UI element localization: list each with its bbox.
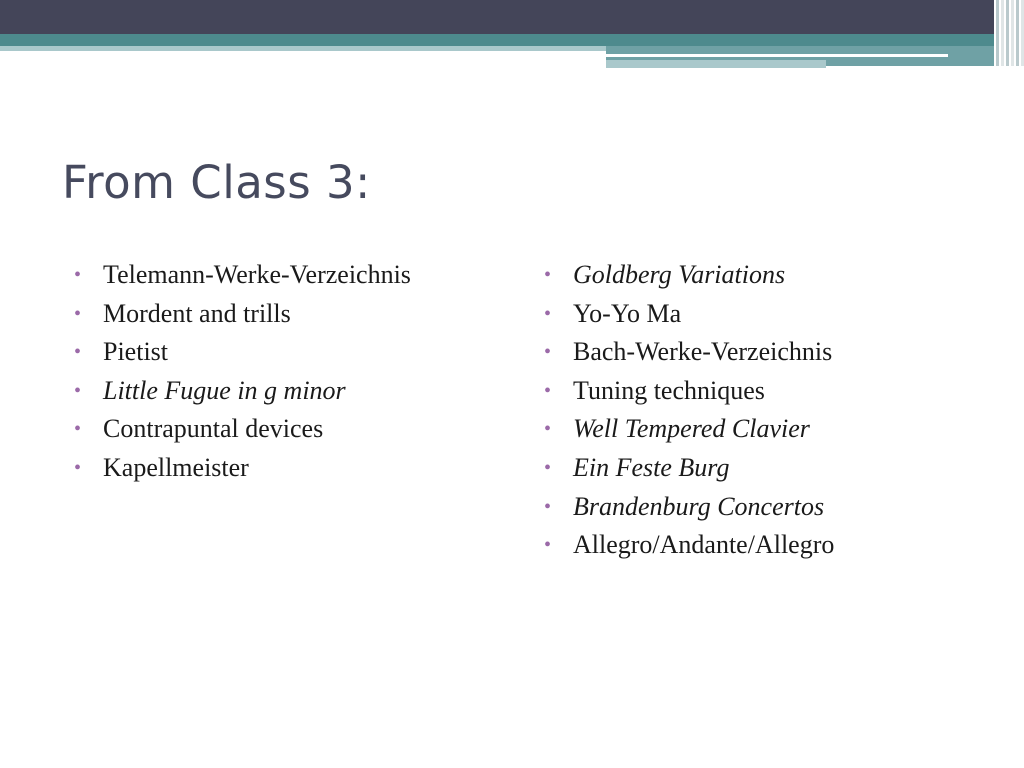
bullet-text: Pietist [103,337,169,367]
bullet-icon: • [74,418,82,441]
bullet-icon: • [544,264,552,286]
bullet-item [544,256,1004,295]
bullet-text: Ein Feste Burg [573,452,730,482]
bullet-text: Telemann-Werke-Verzeichnis [103,260,411,289]
bullet-item [544,449,1004,488]
header-teal-band [0,34,1024,46]
bullet-text: Tuning techniques [573,375,765,405]
bullet-item [74,410,514,449]
bullet-icon: • [544,534,552,557]
header-stripes [994,0,1024,66]
bullet-text: Kapellmeister [103,452,249,482]
bullet-item [74,333,514,372]
bullet-icon: • [74,341,82,364]
bullet-text: Yo-Yo Ma [573,298,682,328]
bullet-item [544,488,1004,527]
bullet-icon: • [74,456,82,479]
header-bar [0,0,1024,34]
bullet-item [544,410,1004,449]
slide-title: From Class 3: [62,156,371,209]
bullet-icon: • [74,264,82,286]
bullet-text: Brandenburg Concertos [573,491,825,521]
bullet-item [74,256,514,295]
bullet-icon: • [544,418,552,441]
bullet-icon: • [544,456,552,479]
bullet-text: Contrapuntal devices [103,414,324,444]
bullet-text: Bach-Werke-Verzeichnis [573,337,833,367]
bullet-icon: • [74,379,82,402]
bullet-text: Well Tempered Clavier [573,414,810,444]
bullet-icon: • [544,379,552,402]
bullet-icon: • [74,302,82,325]
bullet-list-left [74,256,514,488]
bullet-item [74,295,514,334]
bullet-item [74,372,514,411]
bullet-item [544,333,1004,372]
bullet-list-right [544,256,1004,565]
header-accent-light [0,46,606,51]
bullet-text: Mordent and trills [103,298,291,328]
header-accent-small [606,60,826,68]
bullet-icon: • [544,302,552,325]
header-accent-line [606,54,948,57]
bullet-text: Goldberg Variations [573,260,786,289]
bullet-icon: • [544,341,552,364]
bullet-item [74,449,514,488]
bullet-text: Little Fugue in g minor [103,375,346,405]
bullet-text: Allegro/Andante/Allegro [573,530,835,560]
bullet-icon: • [544,495,552,518]
bullet-item [544,526,1004,565]
bullet-item [544,372,1004,411]
bullet-item [544,295,1004,334]
